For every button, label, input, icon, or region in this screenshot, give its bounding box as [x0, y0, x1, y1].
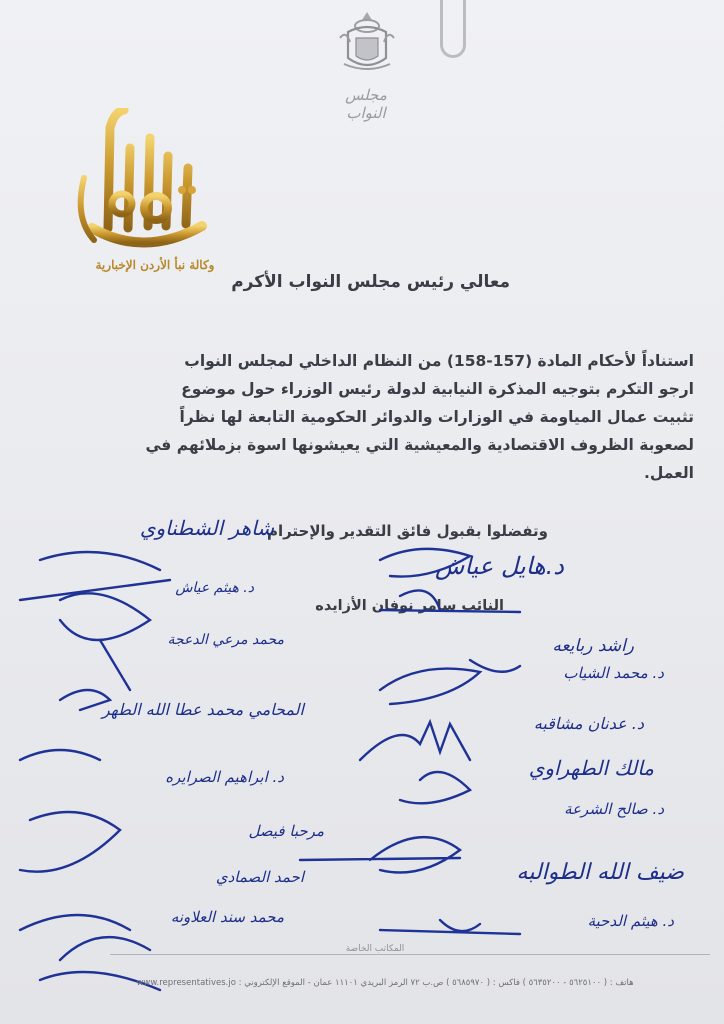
signature-name: مرحبا فيصل [248, 822, 324, 840]
letter-body-line: ارجو التكرم بتوجيه المذكرة النيابية لدولة رئيس الوزراء حول موضوع [181, 380, 694, 398]
signature-name: د. صالح الشرعة [564, 800, 664, 818]
letter-closing: وتفضلوا بقبول فائق التقدير والإحترام [266, 522, 548, 540]
signature-name: احمد الصمادي [215, 868, 304, 886]
signature-name: محمد سند العلاونه [170, 908, 284, 926]
signature-name: مالك الطهراوي [528, 756, 654, 780]
signature-name: د. هيثم عياش [175, 580, 254, 596]
signature-name: د. هيثم الدحية [587, 912, 674, 930]
signature-name: د. عدنان مشاقبه [533, 714, 644, 733]
letter-greeting: معالي رئيس مجلس النواب الأكرم [231, 272, 510, 292]
signature-name: شاهر الشطناوي [139, 516, 274, 540]
letter-body-line: تثبيت عمال المياومة في الوزارات والدوائر الحكومية التابعة لها نظراً [179, 408, 694, 426]
signature-name: د. ابراهيم الصرايره [165, 768, 284, 786]
letter-body-line: لصعوبة الظروف الاقتصادية والمعيشية التي يعيشونها اسوة بزملائهم في [145, 436, 694, 454]
letter-body-line: استناداً لأحكام المادة (157-158) من النظام الداخلي لمجلس النواب [184, 352, 694, 370]
footer-contact: هاتف : ( ٥٦٢٥١٠٠ - ٥٦٣٥٢٠٠ ) فاكس : ( ٥٦٨٥٩٧٠ ) ص.ب ٧٢ الرمز البريدي ١١١٠١ عمان - الموقع الإلكتروني : www.representatives.jo [136, 978, 634, 988]
footer-title: المكاتب الخاصة [345, 944, 405, 954]
signature-name: د. محمد الشياب [563, 664, 664, 682]
letter-body-line: العمل. [644, 464, 694, 482]
news-agency-name: وكالة نبأ الأردن الإخبارية [95, 258, 215, 272]
signature-name: المحامي محمد عطا الله الطهر [102, 700, 304, 719]
sender-printed-name: النائب سامر نوفان الأزايده [315, 598, 504, 614]
signature-name: راشد ربايعه [552, 636, 634, 656]
signature-name: محمد مرعي الدعجة [167, 632, 284, 648]
signature-name: ضيف الله الطوالبه [516, 860, 684, 885]
footer-divider [110, 954, 710, 955]
letterhead-parliament-name: مجلس النواب [345, 86, 387, 122]
sender-handwritten-name: د.هايل عياش [435, 552, 564, 580]
